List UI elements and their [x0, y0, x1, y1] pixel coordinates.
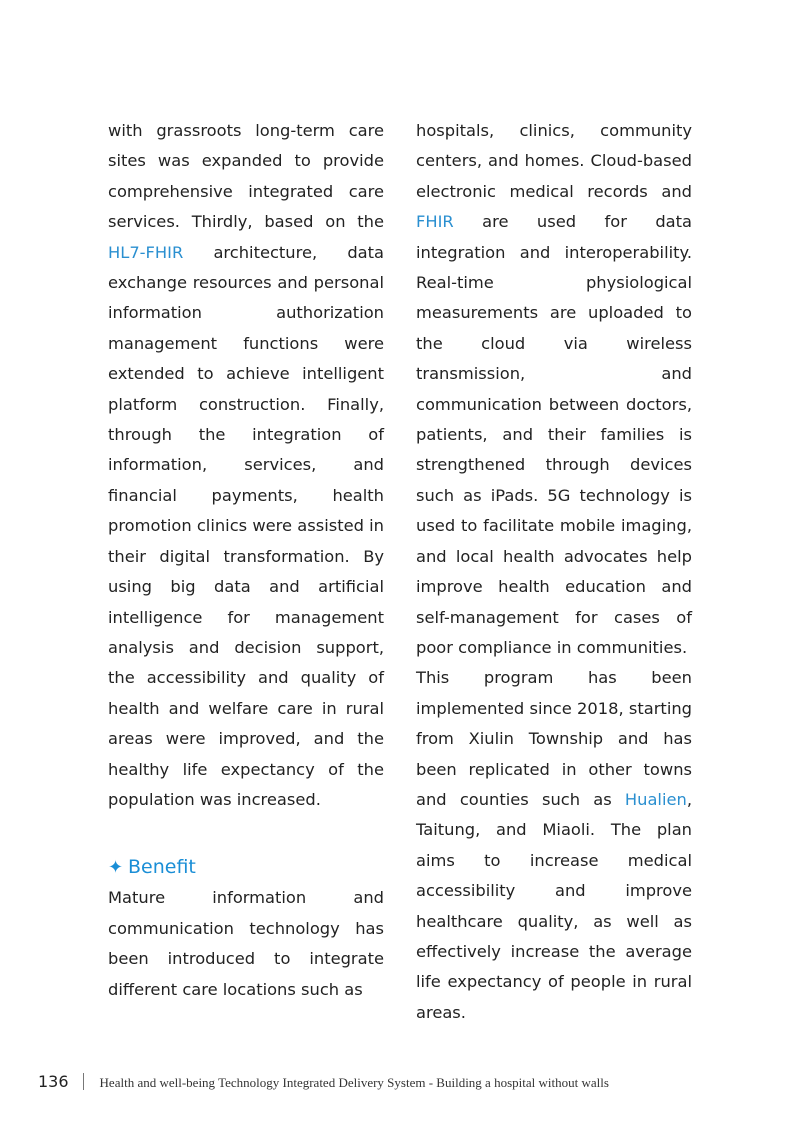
right-column — [416, 116, 692, 1028]
benefit-heading-label: Benefit — [128, 856, 196, 879]
footer-title: Health and well-being Technology Integrated Delivery System - Building a hospital without walls — [99, 1075, 609, 1090]
right-paragraph-2: This program has been implemented since 2018, starting from Xiulin Township and has been replicated in other towns and counties such as Hualien, Taitung, and Miaoli. The plan aims to increase medical accessibility and improve healthcare quality, as well as effectively increase the average life expectancy of people in rural areas. — [416, 668, 692, 1022]
page-number: 136 — [38, 1072, 69, 1091]
left-column — [108, 116, 384, 1005]
four-point-star-icon: ✦ — [108, 857, 124, 879]
right-paragraph-1: hospitals, clinics, community centers, and homes. Cloud-based electronic medical records and FHIR are used for data integration and interoperability. Real-time physiological measurements are uploaded to the cloud via wireless transmission, and communication between doctors, patients, and their families is strengthened through devices such as iPads. 5G technology is used to facilitate mobile imaging, and local health advocates help improve health education and self-management for cases of poor compliance in communities. — [416, 121, 692, 657]
hualien-term: Hualien — [624, 789, 687, 809]
benefit-heading — [108, 851, 384, 883]
hl7-fhir-term: HL7-FHIR — [108, 242, 184, 262]
left-paragraph-2: Mature information and communication technology has been introduced to integrate different care locations such as — [108, 888, 384, 999]
left-paragraph-1: with grassroots long-term care sites was expanded to provide comprehensive integrated care services. Thirdly, based on the HL7-FHIR architecture, data exchange resources and personal information authorization management functions were extended to achieve intelligent platform construction. Finally, through the integration of information, services, and financial payments, health promotion clinics were assisted in their digital transformation. By using big data and artificial intelligence for management analysis and decision support, the accessibility and quality of health and welfare care in rural areas were improved, and the healthy life expectancy of the population was increased. — [108, 121, 384, 809]
page-footer — [38, 1071, 609, 1093]
footer-divider — [83, 1073, 84, 1090]
fhir-term: FHIR — [416, 212, 454, 232]
